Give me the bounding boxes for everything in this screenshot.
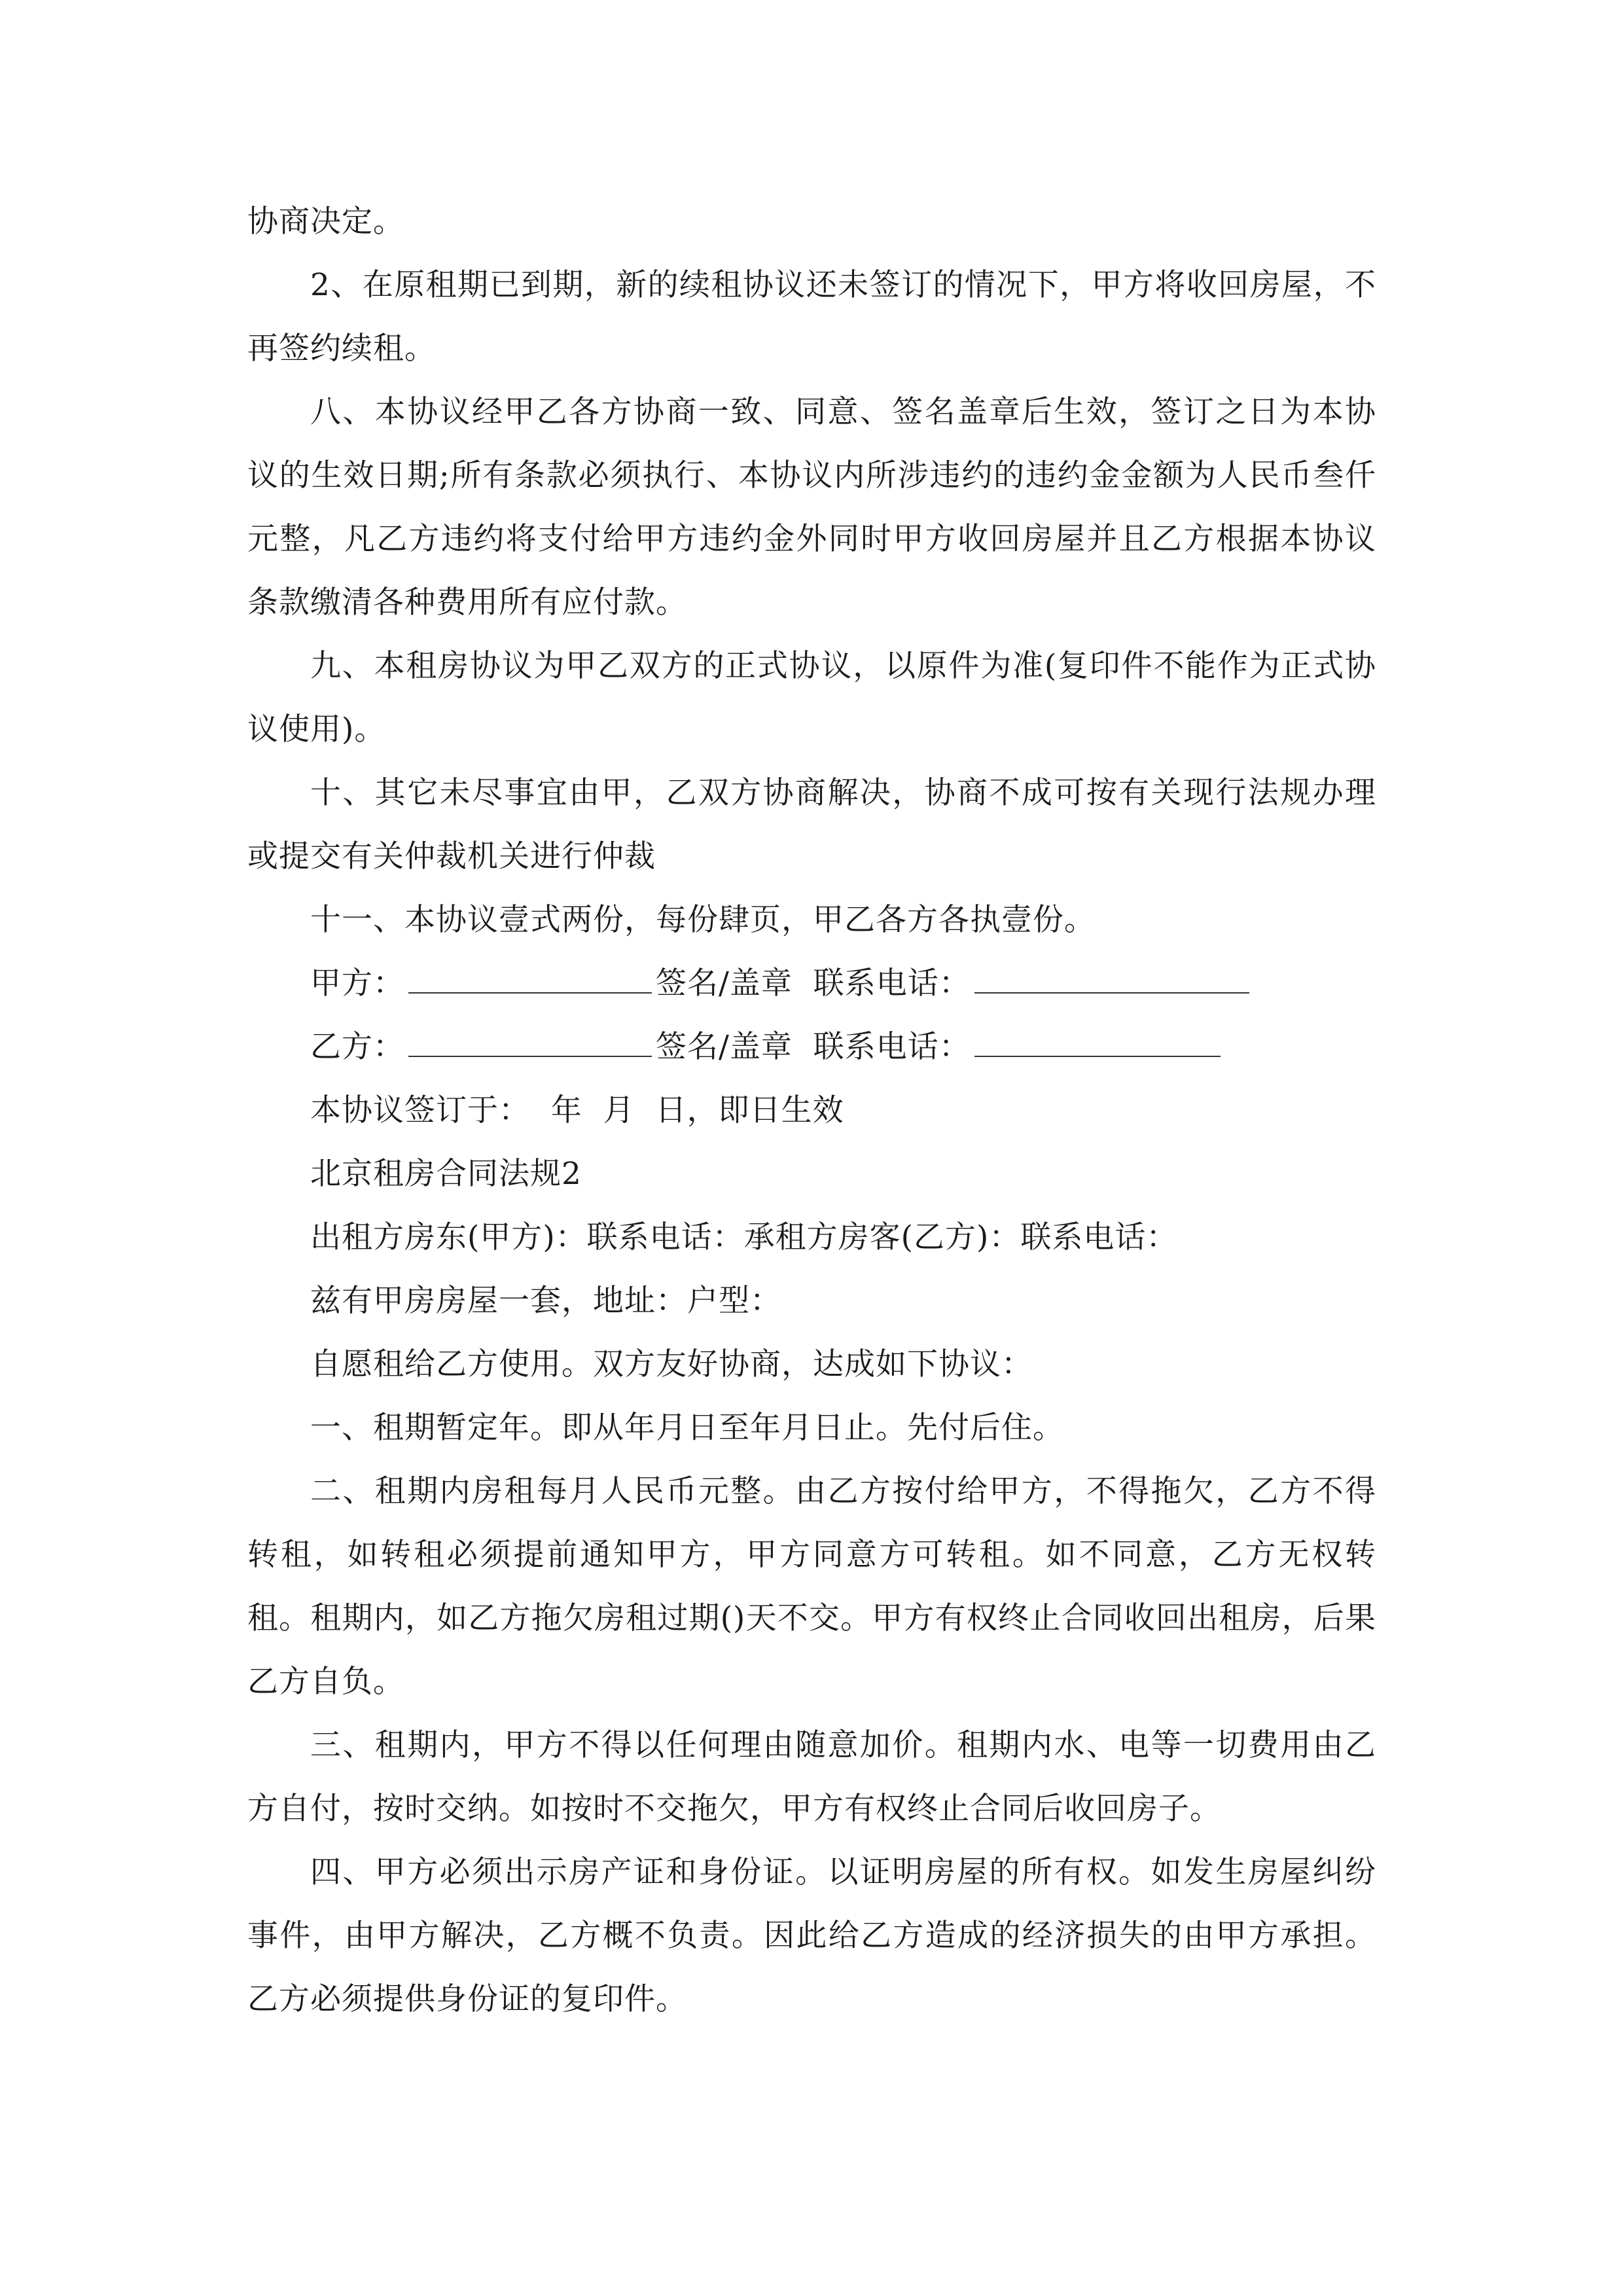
party-b-name-blank [408,1030,652,1057]
paragraph-clause-eleven: 十一、本协议壹式两份，每份肆页，甲乙各方各执壹份。 [310,902,1096,938]
paragraph-term-four: 四、甲方必须出示房产证和身份证。以证明房屋的所有权。如发生房屋纠纷事件，由甲方解决，乙方概不负责。因此给乙方造成的经济损失的由甲方承担。乙方必须提供身份证的复印件。 [247,1854,1376,2017]
paragraph-continuation: 协商决定。 [247,204,404,240]
paragraph-clause-eight: 八、本协议经甲乙各方协商一致、同意、签名盖章后生效，签订之日为本协议的生效日期;所有条款必须执行、本协议内所涉违约的违约金金额为人民币叁仟元整，凡乙方违约将支付给甲方违约金外同时甲方收回房屋并且乙方根据本协议条款缴清各种费用所有应付款。 [247,394,1376,620]
paragraph-clause-2: 2、在原租期已到期，新的续租协议还未签订的情况下，甲方将收回房屋，不再签约续租。 [247,267,1376,367]
paragraph-term-three: 三、租期内，甲方不得以任何理由随意加价。租期内水、电等一切费用由乙方自付，按时交纳。如按时不交拖欠，甲方有权终止合同后收回房子。 [247,1727,1376,1827]
paragraph-clause-ten: 十、其它未尽事宜由甲，乙双方协商解决，协商不成可按有关现行法规办理或提交有关仲裁机关进行仲裁 [247,775,1376,874]
party-b-label: 乙方： [310,1029,404,1065]
party-a-phone-blank [974,966,1249,994]
party-b-phone-blank [974,1030,1221,1057]
signature-line-party-b [247,1015,1376,1079]
party-a-phone-label: 联系电话： [813,965,971,1001]
party-b-phone-label: 联系电话： [813,1029,971,1065]
party-a-sign-label: 签名/盖章 [656,965,793,1001]
signature-line-party-a [247,952,1376,1015]
signed-date-line: 本协议签订于： 年 月 日，即日生效 [310,1092,844,1128]
paragraph-term-one: 一、租期暂定年。即从年月日至年月日止。先付后住。 [310,1410,1064,1446]
paragraph-agreement-intro: 自愿租给乙方使用。双方友好协商，达成如下协议： [310,1346,1033,1382]
party-a-label: 甲方： [310,965,404,1001]
paragraph-clause-nine: 九、本租房协议为甲乙双方的正式协议，以原件为准(复印件不能作为正式协议使用)。 [247,648,1376,747]
section-2-title: 北京租房合同法规2 [310,1156,582,1192]
party-a-name-blank [408,966,652,994]
paragraph-parties: 出租方房东(甲方)：联系电话：承租方房客(乙方)：联系电话： [310,1219,1178,1255]
paragraph-term-two: 二、租期内房租每月人民币元整。由乙方按付给甲方，不得拖欠，乙方不得转租，如转租必须提前通知甲方，甲方同意方可转租。如不同意，乙方无权转租。租期内，如乙方拖欠房租过期()天不交。甲方有权终止合同收回出租房，后果乙方自负。 [247,1473,1376,1700]
paragraph-property: 兹有甲房房屋一套，地址：户型： [310,1283,781,1319]
document-page [247,190,1376,2031]
party-b-sign-label: 签名/盖章 [656,1029,793,1065]
